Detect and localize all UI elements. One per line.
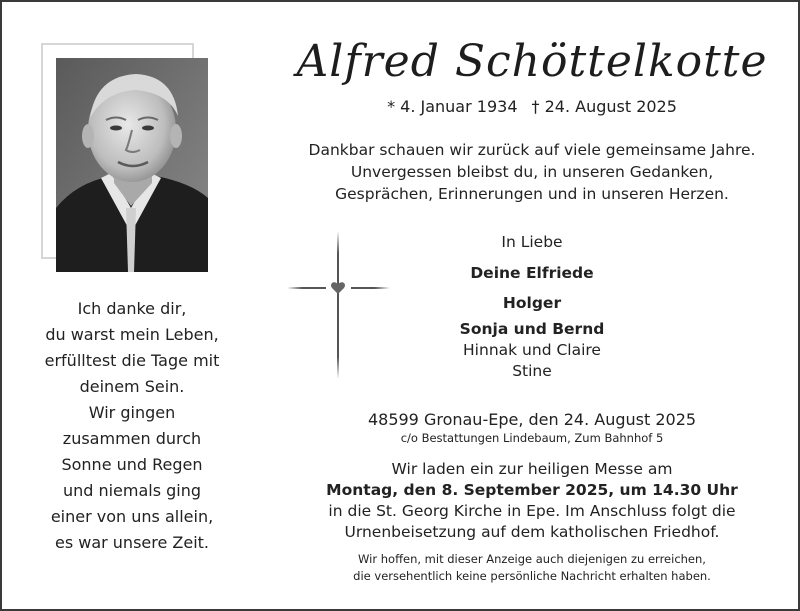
poem-line: es war unsere Zeit. (54, 533, 210, 552)
mass-line: Urnenbeisetzung auf dem katholischen Friedhof. (344, 523, 720, 541)
family-member-son: Holger (502, 294, 562, 312)
birth-date: * 4. Januar 1934 (387, 97, 518, 116)
poem-line: deinem Sein. (79, 377, 185, 396)
poem-line: Ich danke dir, (77, 299, 187, 318)
poem (32, 296, 232, 556)
family-member-couple: Sonja und Bernd (459, 320, 605, 338)
mass-invitation (272, 459, 792, 543)
thanks-line: Gesprächen, Erinnerungen und in unseren Herzen. (335, 185, 729, 203)
thanks-line: Unvergessen bleibst du, in unseren Gedanken, (350, 163, 714, 181)
mass-line: Wir laden ein zur heiligen Messe am (391, 460, 673, 478)
footnote-line: Wir hoffen, mit dieser Anzeige auch diejenigen zu erreichen, (358, 552, 706, 566)
mass-date-line: Montag, den 8. September 2025, um 14.30 Uhr (326, 481, 738, 499)
cross-vertical-line (337, 231, 339, 379)
poem-line: einer von uns allein, (50, 507, 214, 526)
poem-line: erfülltest die Tage mit (44, 351, 220, 370)
portrait-photo (56, 58, 208, 272)
death-date: † 24. August 2025 (531, 97, 677, 116)
thanks-text (272, 139, 792, 205)
mass-line: in die St. Georg Kirche in Epe. Im Anschluss folgt die (328, 502, 736, 520)
family-member-spouse: Deine Elfriede (470, 264, 594, 282)
poem-line: und niemals ging (62, 481, 202, 500)
place-and-date: 48599 Gronau-Epe, den 24. August 2025 (367, 410, 697, 429)
care-of-address: c/o Bestattungen Lindebaum, Zum Bahnhof 5 (400, 431, 664, 445)
footnote-line: die versehentlich keine persönliche Nachricht erhalten haben. (353, 569, 711, 583)
footnote (272, 551, 792, 585)
deceased-name: Alfred Schöttelkotte (296, 36, 768, 87)
family-grandchildren: Hinnak und Claire (463, 341, 601, 359)
poem-line: du warst mein Leben, (45, 325, 219, 344)
poem-line: Sonne und Regen (61, 455, 203, 474)
family-intro: In Liebe (501, 233, 563, 251)
thanks-line: Dankbar schauen wir zurück auf viele gemeinsame Jahre. (308, 141, 756, 159)
heart-icon (330, 280, 346, 296)
family-grandchild: Stine (512, 362, 552, 380)
poem-line: Wir gingen (88, 403, 176, 422)
life-dates (292, 96, 772, 118)
poem-line: zusammen durch (62, 429, 202, 448)
